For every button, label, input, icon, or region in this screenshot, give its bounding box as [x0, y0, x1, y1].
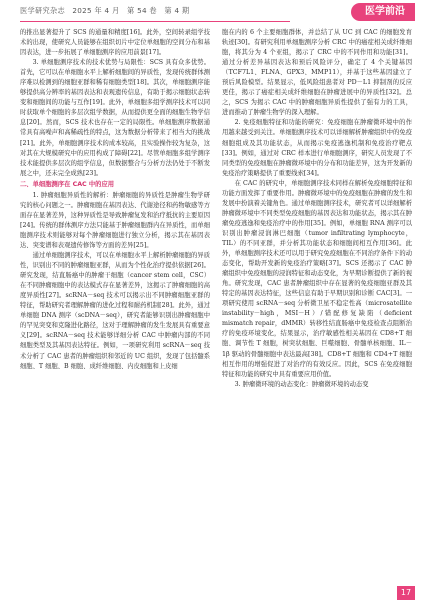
body-paragraph: 胞在内的 6 个主要细胞群体，并总结了从 UC 到 CAC 的细胞发育轨迹[30]。有研究利用单细胞测序分析 CRC 中的癌症相关成纤维细胞，将其分为 4 个亚组，揭示了 CRC 中的不同作用和功能[31]。通过分析差异基因表达和预后风险评分，确定了 4 个关键基因（TCF7L1、FLNA、GPX3、MMP11），并基于这些基因建立了预后风险模型。结果显示，低风险组患者对 PD－L1 抑制剂的反应更佳，揭示了癌症相关成纤维细胞在肿瘤进展中的异质性[32]。总之，SCS 为揭示 CAC 中的肿瘤细胞异质性提供了强有力的工具，进而推动了肿瘤生物学的深入理解。 — [222, 29, 412, 117]
section-heading: 二、单细胞测序在 CAC 中的应用 — [20, 180, 115, 188]
body-paragraph: 2. 免疫细胞特征和功能的研究：免疫细胞在肿瘤微环境中的作用越来越受到关注。单细胞测序技术可以详细解析肿瘤组织中的免疫细胞组成及其功能状态，从而揭示免疫逃逸机制和免疫治疗靶点[33]。例如，通过对 CRC 样本进行单细胞测序，研究人员发现了不同类型的免疫细胞在肿瘤微环境中的分布和功能差异，这为开发新的免疫治疗策略提供了重要线索[34]。 — [222, 119, 412, 177]
body-paragraph: 在 CAC 的研究中，单细胞测序技术同样在解析免疫细胞特征和功能方面发挥了重要作用。肿瘤微环境中的免疫细胞在肿瘤的发生和发展中扮演着关键角色。通过单细胞测序技术，研究者可以详细解析肿瘤微环境中不同类型免疫细胞的基因表达和功能状态，揭示其在肿瘤免疫逃逸和免疫治疗中的作用[35]。例如，单细胞 RNA 测序可以识别出肿瘤浸润淋巴细胞（tumor infiltrating lymphocyte，TIL）的不同亚群，并分析其功能状态和细胞间相互作用[36]。此外，单细胞测序技术还可以用于研究免疫细胞在不同治疗条件下的动态变化，帮助开发新的免疫治疗策略[37]。SCS 还揭示了 CAC 肿瘤组织中免疫细胞的浸润特征和动态变化，为早期诊断提供了新的视角。研究发现，CAC 患者肿瘤组织中存在显著的免疫细胞亚群及其特定的基因表达特征，这些信息有助于早期识别和诊断 CAC[3]。一项研究使用 scRNA－seq 分析微卫星不稳定性高（microsatellite instability－high，MSI－H）/错配修复缺陷（deficient mismatch repair，dMMR）转移性结直肠癌中免疫检查点阻断治疗的免疫环境变化，结果显示，治疗敏感性相关基因在 CD8+T 细胞、调节性 T 细胞，树突状细胞、巨噬细胞、骨髓单核细胞、IL－1β 驱动的骨髓细胞中表达最高[38]。CD8+T 细胞和 CD4+T 细胞相互作用的增强促进了对治疗的有效反应。因此，SCS 在免疫细胞特征和功能的研究中具有重要应用价值。 — [222, 179, 412, 378]
journal-running-head: 医学研究杂志 2025 年 4 月 第 54 卷 第 4 期 — [20, 6, 190, 15]
body-paragraph: 的推出显著提升了 SCS 的通量和精度[16]。此外，空间转录组学技术的出现，使研究人员能够在组织切片中定位单细胞的空间分布和基因表达，进一步拓展了单细胞测序的应用前景[17]。 — [20, 29, 210, 57]
page-number: 17 — [397, 586, 415, 600]
body-paragraph: 3. 单细胞测序技术的技术优势与局限性：SCS 具有众多优势。首先，它可以在单细胞水平上解析细胞间的异质性，发现传统群体测序难以检测到的细胞亚群和稀有细胞类型[18]。其次，单细胞测序能够提供高分辨率的基因表达和表观遗传信息，有助于揭示细胞状态转变和细胞间的功能与互作[19]。此外，单细胞多组学测序技术可以同时获取单个细胞的多层次组学数据，从而提供更全面的细胞生物学信息[20]。然而，SCS 技术也存在一定的局限性。单细胞测序数据通常具有高噪声和高稀疏性的特点，这为数据分析带来了相当大的挑战[21]。此外，单细胞测序技术的成本较高，且实验操作较为复杂，这对其在大规模研究中的应用构成了障碍[22]。尽管单细胞多组学测序技术能提供多层次的组学信息，但数据整合与分析方法仍处于不断发展之中，还未完全成熟[23]。 — [20, 59, 210, 177]
body-paragraph: 1. 肿瘤细胞异质性的解析：肿瘤细胞的异质性是肿瘤生物学研究的核心问题之一。肿瘤细胞在基因表达、代谢途径和药物敏感等方面存在显著差异，这种异质性是导致肿瘤复发和治疗抵抗的主要原因[24]。传统的群体测序方法只能基于肿瘤细胞群内在异质性，而单细胞测序技术则能够对每个肿瘤细胞进行独立分析，揭示其在基因表达、突变谱和表观遗传修饰等方面的差异[25]。 — [20, 191, 210, 249]
left-column — [20, 28, 210, 372]
header-rule — [20, 21, 290, 22]
body-paragraph: 3. 肿瘤微环境的动态变化：肿瘤微环境的动态变 — [234, 380, 369, 388]
page-header — [0, 0, 427, 26]
body-paragraph: 通过单细胞测序技术，可以在单细胞水平上解析肿瘤细胞的异质性，识别出不同的肿瘤细胞亚群，从而为个性化治疗提供依据[26]。研究发现，结直肠癌中的肿瘤干细胞（cancer stem cell，CSC）在不同肿瘤细胞中的表达模式存在显著差异，这揭示了肿瘤细胞的高度异质性[27]。scRNA－seq 技术可以揭示出不同肿瘤细胞亚群的特征，帮助研究者理解肿瘤的进化过程和耐药机制[28]。此外，通过单细胞 DNA 测序（scDNA－seq），研究者能够识别出肿瘤细胞中的罕见突变和克隆进化路径，这对于理解肿瘤的发生发展具有重要意义[29]。scRNA－seq 技术能够详细分析 CAC 中肿瘤内部的不同细胞类型及其基因表达特征。例如，一项研究利用 scRNA－seq 技术分析了 CAC 患者的肿瘤组织和邻近的 UC 组织，发现了包括髓系细胞、T 细胞、B 细胞、成纤维细胞、内皮细胞和上皮细 — [20, 252, 210, 370]
right-column — [222, 28, 412, 390]
section-badge: 医学前沿 — [351, 3, 415, 21]
